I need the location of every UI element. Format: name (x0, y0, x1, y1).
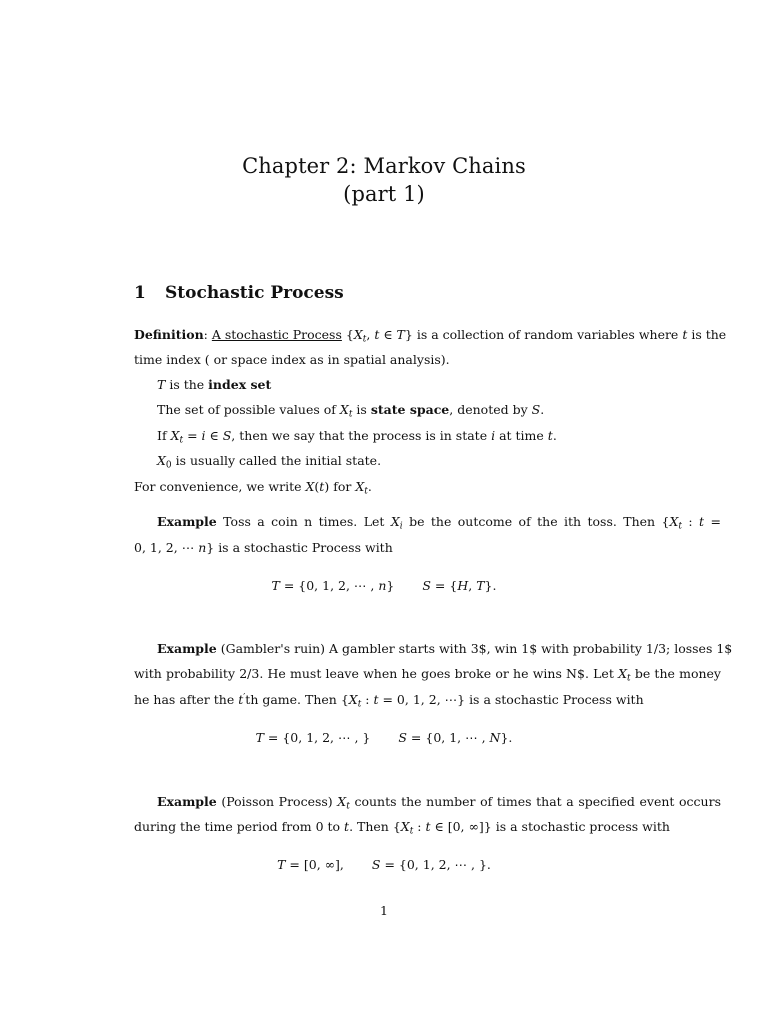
section-number: 1 (134, 283, 146, 303)
definition-state-at-time: If $X_t = i$ ∈ S, then we say that the process is in state i at time t. (157, 428, 557, 446)
section-title: Stochastic Process (165, 283, 344, 303)
example2-formula: T = {0, 1, 2, ⋯ , } S = {0, 1, ⋯ , N}. (255, 730, 513, 745)
definition-state-space: The set of possible values of $X_t$ is state space, denoted by S. (157, 402, 545, 420)
example3-line-2: during the time period from 0 to t. Then {$X_t$ : t ∈ [0, ∞]} is a stochastic process with (134, 819, 670, 837)
definition-convenience: For convenience, we write X(t) for $X_t$. (134, 479, 372, 497)
example2-line-3: he has after the t′th game. Then {$X_t$ : t = 0, 1, 2, ⋯} is a stochastic Process with (134, 692, 644, 710)
example2-line-2: with probability 2/3. He must leave when he goes broke or he wins N$. Let $X_t$ be the money (134, 666, 721, 684)
example-label: Example (157, 514, 217, 529)
page-number: 1 (380, 903, 388, 918)
definition-label: Definition (134, 327, 204, 342)
example3-line-1: Example (Poisson Process) $X_t$ counts the number of times that a specified event occurs (157, 794, 721, 812)
definition-initial-state: $X_0$ is usually called the initial state. (157, 453, 382, 471)
chapter-title: Chapter 2: Markov Chains (242, 154, 526, 178)
example-label: Example (157, 641, 217, 656)
section-heading (134, 283, 344, 303)
example3-formula: T = [0, ∞], S = {0, 1, 2, ⋯ , }. (277, 857, 491, 872)
example2-line-1: Example (Gambler's ruin) A gambler starts with 3$, win 1$ with probability 1/3; losses 1$ (157, 641, 733, 656)
example1-line-2: 0, 1, 2, ⋯ n} is a stochastic Process with (134, 540, 393, 555)
chapter-subtitle: (part 1) (343, 182, 425, 206)
example1-formula: T = {0, 1, 2, ⋯ , n} S = {H, T}. (271, 578, 497, 593)
definition-line-1: Definition: A stochastic Process {$X_t$, t ∈ T} is a collection of random variables where t is the (134, 327, 727, 345)
example-label: Example (157, 794, 217, 809)
definition-term: A stochastic Process (211, 327, 342, 342)
example1-line-1: Example Toss a coin n times. Let $X_i$ be the outcome of the ith toss. Then {$X_t$ : t = (157, 514, 721, 532)
definition-index-set: T is the index set (157, 377, 272, 392)
definition-line-2: time index ( or space index as in spatial analysis). (134, 352, 450, 367)
